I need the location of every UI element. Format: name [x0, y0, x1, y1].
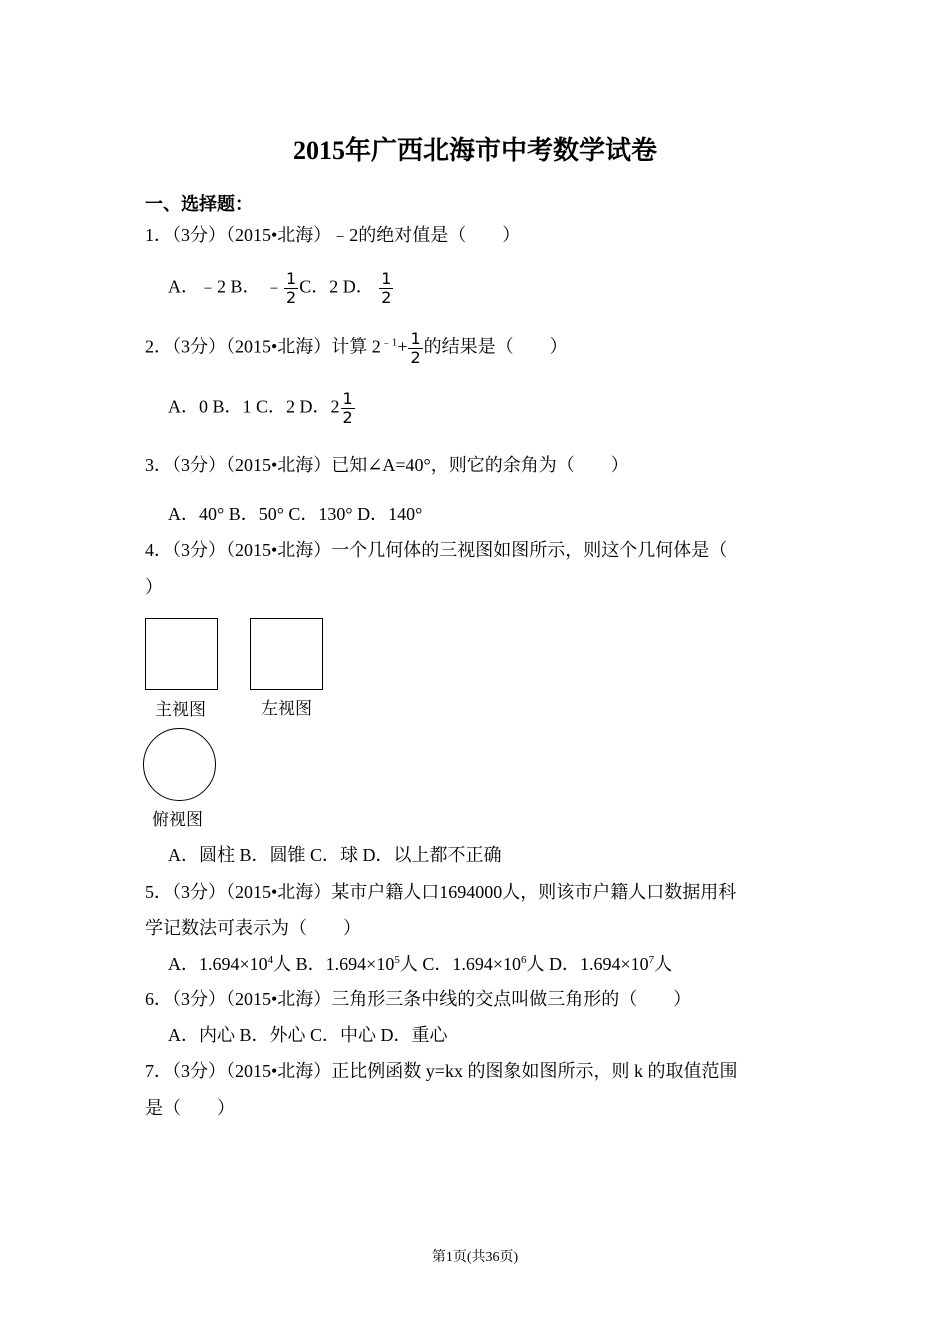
- top-view-circle: [143, 728, 216, 801]
- q1-fraction-d: [379, 270, 393, 307]
- top-view-label: 俯视图: [152, 810, 203, 830]
- q5-unit: 人: [654, 954, 673, 974]
- q5-option-b: 人 B．1.694×10: [273, 954, 395, 974]
- section-heading: 一、选择题：: [145, 194, 253, 214]
- q2-option-d-fraction: [341, 390, 355, 427]
- front-view-label: 主视图: [155, 700, 206, 720]
- fraction-numerator: 1: [342, 389, 353, 408]
- fraction-denominator: 2: [342, 408, 353, 427]
- question-7-stem-line1: 7．（3分）（2015•北海）正比例函数 y=kx 的图象如图所示，则 k 的取值范围: [145, 1061, 738, 1081]
- q2-exponent: ﹣1: [380, 336, 398, 349]
- fraction-numerator: 1: [381, 269, 392, 288]
- front-view-square: [145, 618, 218, 690]
- q5-option-a: A．1.694×10: [168, 954, 268, 974]
- q2-stem-end: 的结果是（ ）: [423, 336, 568, 357]
- fraction-numerator: 1: [286, 269, 297, 288]
- fraction-denominator: 2: [381, 288, 392, 307]
- q2-fraction: [408, 330, 422, 367]
- question-3-stem: 3．（3分）（2015•北海）已知∠A=40°，则它的余角为（ ）: [145, 455, 629, 475]
- q5-option-c: 人 C．1.694×10: [399, 954, 521, 974]
- q2-stem-start: 2．（3分）（2015•北海）计算 2: [145, 336, 381, 357]
- question-5-stem-line2: 学记数法可表示为（ ）: [145, 918, 361, 938]
- question-2-stem: [145, 330, 568, 367]
- left-view-square: [250, 618, 323, 690]
- fraction-numerator: 1: [410, 329, 421, 348]
- q5-option-d: 人 D．1.694×10: [526, 954, 649, 974]
- page-title: 2015年广西北海市中考数学试卷: [292, 136, 657, 165]
- page-footer: 第1页(共36页): [431, 1250, 519, 1265]
- question-1-stem: 1．（3分）（2015•北海）﹣2的绝对值是（ ）: [145, 225, 521, 245]
- question-4-stem-line2: ）: [145, 577, 163, 597]
- q1-option-a: A．﹣2 B．: [168, 276, 261, 297]
- question-6-options: A．内心 B．外心 C．中心 D．重心: [168, 1025, 448, 1045]
- question-4-options: A．圆柱 B．圆锥 C．球 D．以上都不正确: [168, 845, 502, 865]
- q1-fraction-b: [284, 270, 298, 307]
- fraction-denominator: 2: [410, 348, 421, 367]
- q5-exp-c: 6: [521, 954, 527, 966]
- question-2-options: [168, 390, 356, 427]
- q5-exp-d: 7: [648, 954, 655, 966]
- q5-exp-b: 5: [394, 954, 400, 966]
- fraction-denominator: 2: [286, 288, 297, 307]
- question-5-stem-line1: 5．（3分）（2015•北海）某市户籍人口1694000人，则该市户籍人口数据用科: [145, 882, 737, 902]
- question-7-stem-line2: 是（ ）: [145, 1098, 235, 1118]
- question-1-options: [168, 270, 394, 307]
- left-view-label: 左视图: [261, 699, 312, 719]
- q1-neg-sign: ﹣: [265, 276, 284, 297]
- q1-option-c: C．2 D．: [299, 276, 374, 297]
- q2-plus: +: [397, 336, 408, 357]
- question-6-stem: 6．（3分）（2015•北海）三角形三条中线的交点叫做三角形的（ ）: [145, 989, 692, 1009]
- question-5-options: [168, 952, 672, 976]
- question-3-options: A．40° B．50° C．130° D．140°: [168, 504, 423, 524]
- question-4-stem-line1: 4．（3分）（2015•北海）一个几何体的三视图如图所示，则这个几何体是（: [145, 540, 728, 560]
- q2-options-text: A．0 B．1 C．2 D．2: [168, 396, 340, 417]
- q5-exp-a: 4: [267, 954, 274, 966]
